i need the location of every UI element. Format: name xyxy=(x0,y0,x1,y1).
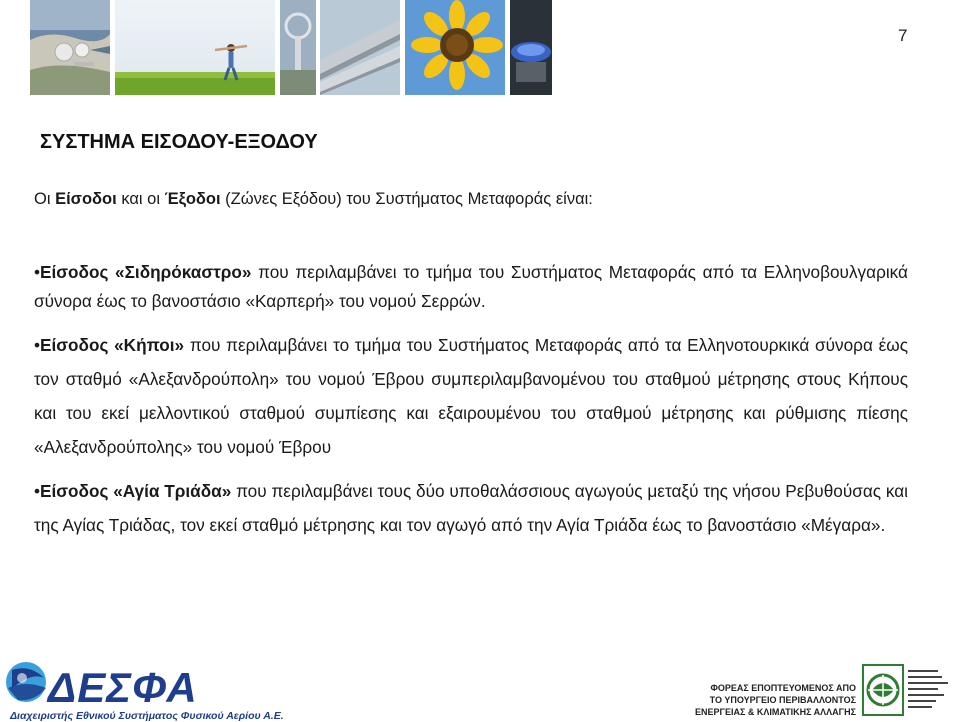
footer xyxy=(0,650,960,722)
page-number: 7 xyxy=(898,26,908,45)
gas-flame-photo-icon xyxy=(510,0,552,95)
supervisor-line: ΤΟ ΥΠΟΥΡΓΕΙΟ ΠΕΡΙΒΑΛΛΟΝΤΟΣ xyxy=(709,695,856,705)
bullet-marker: • xyxy=(34,481,41,501)
entry-name: Είσοδος «Αγία Τριάδα» xyxy=(40,481,232,501)
intro-segment: (Ζώνες Εξόδου) του Συστήματος Μεταφοράς είναι: xyxy=(220,190,593,208)
pipeline-valve-photo-icon xyxy=(280,0,316,95)
intro-bold-entries: Είσοδοι xyxy=(55,190,117,208)
entry-kipoi xyxy=(34,328,908,464)
lng-terminal-photo-icon xyxy=(30,0,110,95)
supervisor-statement xyxy=(656,682,856,718)
entry-description: που περιλαμβάνει τους δύο υποθαλάσσιους αγωγούς μεταξύ της νήσου Ρεβυθούσας και της Αγίας Τριάδας, τον εκεί σταθμό μέτρησης και τον αγωγό από την Αγία Τριάδα έως το βανοστάσιο «Μέγαρα». xyxy=(34,481,908,535)
entry-name: Είσοδος «Σιδηρόκαστρο» xyxy=(40,262,252,282)
header-photo-strip xyxy=(0,0,560,95)
intro-bold-exits: Έξοδοι xyxy=(164,190,221,208)
ministry-logo xyxy=(862,664,954,716)
ministry-emblem-icon xyxy=(862,664,954,716)
pipelines-photo-icon xyxy=(320,0,400,95)
bullet-marker: • xyxy=(34,262,41,282)
entry-description: που περιλαμβάνει το τμήμα του Συστήματος Μεταφοράς από τα Ελληνοβουλγαρικά σύνορα έως το βανοστάσιο «Καρπερή» του νομού Σερρών. xyxy=(34,262,908,311)
entry-name: Είσοδος «Κήποι» xyxy=(40,335,185,355)
desfa-logo-text: ΔΕΣΦΑ xyxy=(48,664,198,711)
sunflower-photo-icon xyxy=(405,0,505,95)
desfa-globe-icon xyxy=(4,658,48,704)
intro-text xyxy=(34,190,914,209)
bullet-marker: • xyxy=(34,335,41,355)
desfa-subtitle: Διαχειριστής Εθνικού Συστήματος Φυσικού Αερίου Α.Ε. xyxy=(10,710,284,722)
intro-segment: και οι xyxy=(116,190,165,208)
entry-sidirokastro xyxy=(34,258,908,316)
child-in-field-photo-icon xyxy=(115,0,275,95)
slide-title: ΣΥΣΤΗΜΑ ΕΙΣΟΔΟΥ-ΕΞΟΔΟΥ xyxy=(40,131,318,153)
desfa-logo xyxy=(4,658,284,722)
entry-description: που περιλαμβάνει το τμήμα του Συστήματος Μεταφοράς από τα Ελληνοτουρκικά σύνορα έως τον σταθμό «Αλεξανδρούπολη» του νομού Έβρου συμπεριλαμβανομένου του σταθμού μέτρησης στους Κήπους και του εκεί μελλοντικού σταθμού συμπίεσης και εξαιρουμένου του σταθμού μέτρησης και ρύθμισης πίεσης «Αλεξανδρούπολης» του νομού Έβρου xyxy=(34,335,908,457)
intro-segment: Οι xyxy=(34,190,56,208)
supervisor-line: ΦΟΡΕΑΣ ΕΠΟΠΤΕΥΟΜΕΝΟΣ ΑΠΟ xyxy=(710,683,856,693)
entry-agia-triada xyxy=(34,474,908,542)
supervisor-line: ΕΝΕΡΓΕΙΑΣ & ΚΛΙΜΑΤΙΚΗΣ ΑΛΛΑΓΗΣ xyxy=(695,707,856,717)
